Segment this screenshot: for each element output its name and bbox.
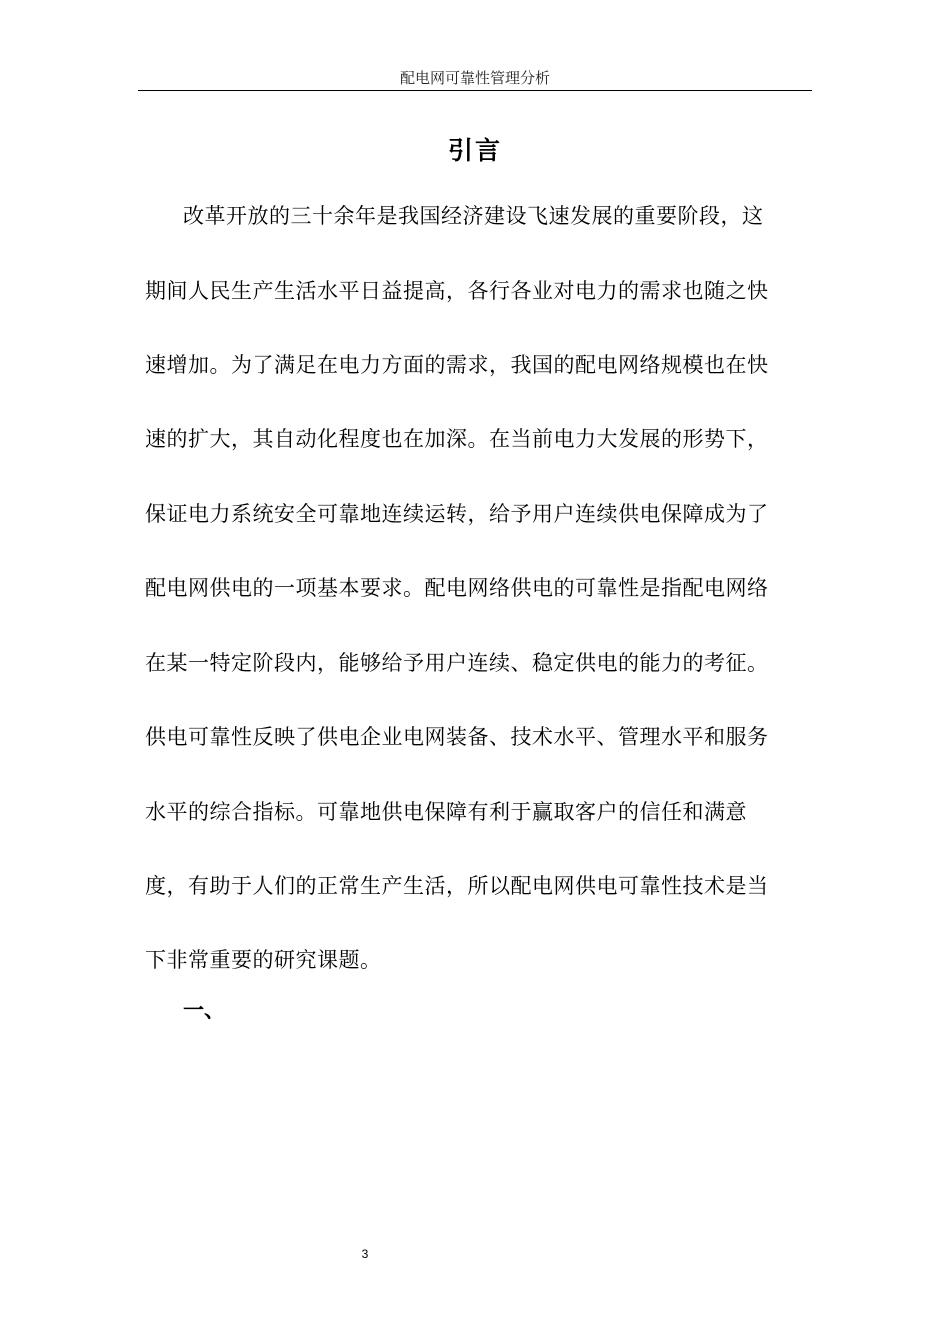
section-heading: 引言	[447, 136, 502, 165]
paragraph-line: 速的扩大，其自动化程度也在加深。在当前电力大发展的形势下，	[145, 427, 769, 451]
paragraph-line: 下非常重要的研究课题。	[145, 948, 382, 972]
section-number: 一、	[183, 997, 225, 1022]
paragraph-line: 保证电力系统安全可靠地连续运转，给予用户连续供电保障成为了	[145, 502, 769, 526]
page-number: 3	[361, 1247, 369, 1261]
paragraph-line: 度，有助于人们的正常生产生活，所以配电网供电可靠性技术是当	[145, 874, 769, 898]
paragraph-line: 水平的综合指标。可靠地供电保障有利于赢取客户的信任和满意	[145, 800, 747, 824]
paragraph-line: 速增加。为了满足在电力方面的需求，我国的配电网络规模也在快	[145, 353, 769, 377]
paragraph-line: 期间人民生产生活水平日益提高，各行各业对电力的需求也随之快	[145, 279, 769, 303]
paragraph-line: 改革开放的三十余年是我国经济建设飞速发展的重要阶段，这	[183, 204, 764, 228]
running-header-title: 配电网可靠性管理分析	[399, 69, 550, 87]
paragraph-line: 在某一特定阶段内，能够给予用户连续、稳定供电的能力的考征。	[145, 651, 769, 675]
paragraph-line: 配电网供电的一项基本要求。配电网络供电的可靠性是指配电网络	[145, 576, 769, 600]
paragraph-line: 供电可靠性反映了供电企业电网装备、技术水平、管理水平和服务	[145, 725, 769, 749]
header-rule	[138, 90, 812, 91]
